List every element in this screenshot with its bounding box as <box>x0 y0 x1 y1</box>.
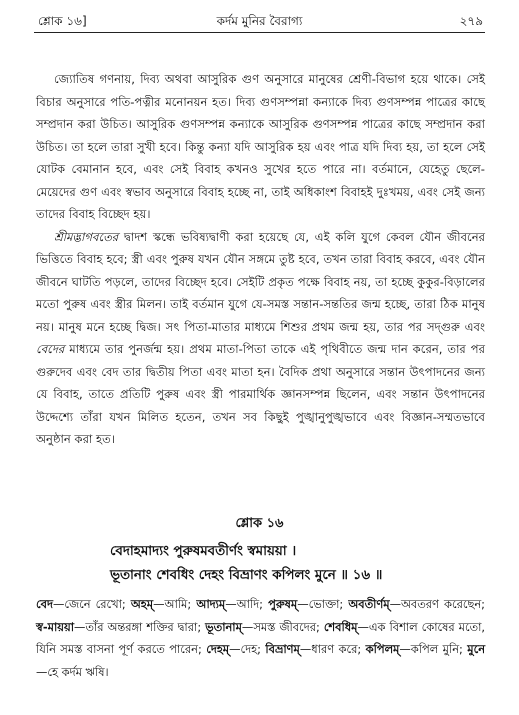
synonym-meaning: কপিল মুনি <box>410 642 460 656</box>
purport-paragraph: জ্যোতিষ গণনায়, দিব্য অথবা আসুরিক গুণ অনুসারে মানুষের শ্রেণী-বিভাগ হয়ে থাকে। সেই বিচার অনুসারে পতি-পত্নীর মনোনয়ন হত। দিব্য গুণসম্পন্না কন্যাকে দিব্য গুণসম্পন্ন পাত্রের কাছে সম্প্রদান করা উচিত। আসুরিক গুণসম্পন্ন কন্যাকে আসুরিক গুণসম্পন্ন পাত্রের কাছে সম্প্রদান করা উচিত। তা হলে তারা সুখী হবে। কিন্তু কন্যা যদি আসুরিক হয় এবং পাত্র যদি দিব্য হয়, তা হলে সেই যোটক বেমানান হবে, এবং সেই বিবাহ কখনও সুখের হতে পারে না। বর্তমানে, যেহেতু ছেলে-মেয়েদের গুণ এবং স্বভাব অনুসারে বিবাহ হচ্ছে না, তাই অধিকাংশ বিবাহই দুঃখময়, এবং সেই জন্য তাদের বিবাহ বিচ্ছেদ হয়। <box>36 72 485 221</box>
verse-line: বেদাহমাদ্যং পুরুষমবতীর্ণং স্বমায়য়া । <box>110 544 297 559</box>
synonym-word: বিভ্রাণম্ <box>265 642 300 656</box>
purport-text-run: দ্বাদশ স্কন্ধে ভবিষ্যদ্বাণী করা হয়েছে যে, এই কলি যুগে কেবল যৌন জীবনের ভিত্তিতে বিবাহ হবে; স্ত্রী এবং পুরুষ যখন যৌন সঙ্গমে তুষ্ট হবে, তখন তারা বিবাহ করবে, এবং যৌন জীবনে ঘাটতি পড়লে, তাদের বিচ্ছেদ হবে। সেইটি প্রকৃত পক্ষে বিবাহ নয়, তা হচ্ছে কুকুর-বিড়ালের মতো পুরুষ এবং স্ত্রীর মিলন। তাই বর্তমান যুগে যে-সমস্ত সন্তান-সন্ততির জন্ম হচ্ছে, তারা ঠিক মানুষ নয়। মানুষ মনে হচ্ছে দ্বিজ। সৎ পিতা-মাতার মাধ্যমে শিশুর প্রথম জন্ম হয়, তার পর সদ্গুরু এবং <box>36 229 485 334</box>
scripture-title: বেদের <box>36 342 65 356</box>
running-head-chapter-title: কর্দম মুনির বৈরাগ্য <box>216 14 303 28</box>
synonym-word: কপিলম্ <box>365 642 400 656</box>
verse-heading: শ্লোক ১৬ <box>235 516 284 531</box>
synonym-meaning: ধারণ করে <box>311 642 358 656</box>
purport-paragraph <box>36 226 485 451</box>
synonym-meaning: আমি <box>164 597 188 611</box>
synonym-word: অহম্ <box>130 597 154 611</box>
purport-text <box>36 68 485 451</box>
page-number: ২৭৯ <box>459 14 483 28</box>
scripture-title: শ্রীমদ্ভাগবতের <box>54 229 119 244</box>
synonyms-paragraph: বেদ—জেনে রেখো; অহম্—আমি; আদ্যম্—আদি; পুরুষম্—ভোক্তা; অবতীর্ণম্—অবতরণ করেছেন; স্ব-মায়য়া—তাঁর অন্তরঙ্গা শক্তির দ্বারা; ভূতানাম্—সমস্ত জীবদের; শেবধিম্—এক বিশাল কোষের মতো, যিনি সমস্ত বাসনা পূর্ণ করতে পারেন; দেহম্—দেহ; বিভ্রাণম্—ধারণ করে; কপিলম্—কপিল মুনি; মুনে—হে কর্দম ঋষি। <box>36 597 486 679</box>
synonym-word: বেদ <box>36 597 53 611</box>
synonym-meaning: আদি <box>236 597 260 611</box>
synonym-word: অবতীর্ণম্ <box>348 597 390 611</box>
synonym-meaning: দেহ <box>240 642 258 656</box>
header-rule <box>34 32 485 33</box>
synonym-word: পুরুষম্ <box>268 597 298 611</box>
synonym-meaning: তাঁর অন্তরঙ্গা শক্তির দ্বারা <box>85 619 198 634</box>
sanskrit-verse <box>110 540 382 588</box>
synonym-meaning: এক বিশাল কোষের মতো, যিনি সমস্ত বাসনা পূর্ণ করতে পারেন <box>36 619 486 656</box>
synonym-meaning: ভোক্তা <box>308 597 340 611</box>
synonym-word: মুনে <box>467 642 485 656</box>
running-head-verse-number: শ্লোক ১৬] <box>38 14 87 28</box>
synonym-word: ভূতানাম্ <box>205 619 242 634</box>
synonym-meaning: জেনে রেখো <box>64 597 122 611</box>
synonym-meaning: সমস্ত জীবদের <box>253 619 316 634</box>
purport-text-run: মাধ্যমে তার পুনর্জন্ম হয়। প্রথম মাতা-পিতা তাকে এই পৃথিবীতে জন্ম দান করেন, তার পর গুরুদেব এবং বেদ তার দ্বিতীয় পিতা এবং মাতা হন। বৈদিক প্রথা অনুসারে সন্তান উৎপাদনের জন্য যে বিবাহ, তাতে প্রতিটি পুরুষ এবং স্ত্রী পারমার্থিক জ্ঞানসম্পন্ন ছিলেন, এবং সন্তান উৎপাদনের উদ্দেশ্যে তাঁরা যখন মিলিত হতেন, তখন সব কিছুই পুঙ্খানুপুঙ্খভাবে এবং বিজ্ঞান-সম্মতভাবে অনুষ্ঠান করা হত। <box>36 342 485 446</box>
verse-line: ভূতানাং শেবধিং দেহং বিভ্রাণং কপিলং মুনে ॥ ১৬ ॥ <box>110 568 383 583</box>
synonym-word: দেহম্ <box>206 642 230 656</box>
synonym-meaning: অবতরণ করেছেন <box>401 597 482 611</box>
synonym-word: আদ্যম্ <box>196 597 226 611</box>
synonym-meaning: হে কর্দম ঋষি। <box>47 664 109 679</box>
synonym-word: শেবধিম্ <box>323 619 358 634</box>
synonym-word: স্ব-মায়য়া <box>36 619 75 634</box>
